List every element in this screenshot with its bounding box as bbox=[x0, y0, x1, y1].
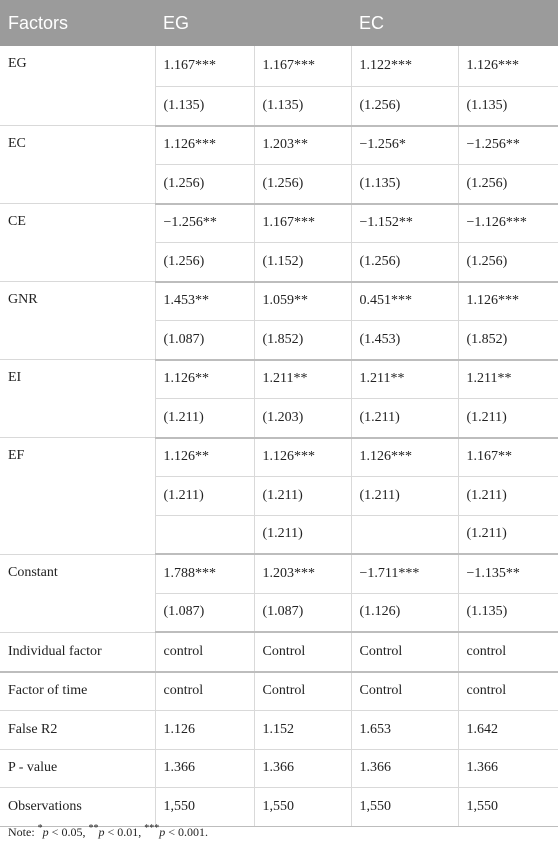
se-cell: (1.135) bbox=[155, 87, 254, 126]
stat-cell: 1,550 bbox=[458, 788, 558, 827]
note-star-2: ** bbox=[88, 823, 99, 834]
table-row bbox=[0, 788, 558, 827]
coef-cell: 1.167*** bbox=[254, 204, 351, 243]
table-row bbox=[0, 632, 558, 672]
header-factors: Factors bbox=[0, 0, 155, 46]
row-label: EC bbox=[0, 126, 155, 204]
stat-cell: 1.642 bbox=[458, 711, 558, 750]
table-row bbox=[0, 46, 558, 87]
stat-cell: 1,550 bbox=[155, 788, 254, 827]
control-cell: Control bbox=[351, 632, 458, 672]
stat-cell: 1.126 bbox=[155, 711, 254, 750]
se-cell: (1.256) bbox=[351, 87, 458, 126]
note-star-3: *** bbox=[144, 823, 160, 834]
row-label: EI bbox=[0, 360, 155, 438]
control-cell: control bbox=[155, 672, 254, 711]
se-cell: (1.256) bbox=[458, 243, 558, 282]
coef-cell: 1.203*** bbox=[254, 554, 351, 593]
note-p-3: p bbox=[159, 825, 166, 839]
se-cell: (1.211) bbox=[155, 477, 254, 516]
note-p-2: p bbox=[98, 825, 105, 839]
stat-cell: 1.366 bbox=[155, 749, 254, 788]
control-cell: Control bbox=[254, 632, 351, 672]
header-group-ec: EC bbox=[351, 0, 558, 46]
se-cell: (1.256) bbox=[351, 243, 458, 282]
table-row bbox=[0, 672, 558, 711]
se-cell: (1.211) bbox=[155, 399, 254, 438]
coef-cell: 1.453** bbox=[155, 282, 254, 321]
coef-cell: 1.788*** bbox=[155, 554, 254, 593]
se-cell: (1.211) bbox=[351, 477, 458, 516]
coef-cell: 1.059** bbox=[254, 282, 351, 321]
row-label: Factor of time bbox=[0, 672, 155, 711]
table-row bbox=[0, 749, 558, 788]
row-label: Constant bbox=[0, 554, 155, 632]
note-threshold-2: < 0.01, bbox=[104, 825, 145, 839]
se-cell: (1.211) bbox=[351, 399, 458, 438]
se-cell: (1.135) bbox=[254, 87, 351, 126]
coef-cell: 1.126** bbox=[155, 360, 254, 399]
row-label: GNR bbox=[0, 282, 155, 360]
table-row bbox=[0, 711, 558, 750]
empty-cell bbox=[351, 515, 458, 554]
se-cell: (1.135) bbox=[351, 165, 458, 204]
coef-cell: 1.167*** bbox=[254, 46, 351, 87]
note-p-1: p bbox=[42, 825, 49, 839]
se-cell: (1.256) bbox=[254, 165, 351, 204]
coef-cell: −1.126*** bbox=[458, 204, 558, 243]
coef-cell: 1.211** bbox=[254, 360, 351, 399]
se-cell: (1.087) bbox=[254, 593, 351, 632]
se-cell: (1.256) bbox=[155, 243, 254, 282]
se-cell: (1.126) bbox=[351, 593, 458, 632]
se-cell: (1.852) bbox=[254, 321, 351, 360]
stat-cell: 1,550 bbox=[351, 788, 458, 827]
coef-cell: 1.203** bbox=[254, 126, 351, 165]
stat-cell: 1.366 bbox=[351, 749, 458, 788]
table-row bbox=[0, 554, 558, 593]
coef-cell: 1.167*** bbox=[155, 46, 254, 87]
stat-cell: 1,550 bbox=[254, 788, 351, 827]
coef-cell: 1.211** bbox=[458, 360, 558, 399]
se-cell: (1.256) bbox=[155, 165, 254, 204]
row-label: Observations bbox=[0, 788, 155, 827]
row-label: EG bbox=[0, 46, 155, 126]
control-cell: Control bbox=[254, 672, 351, 711]
row-label: Individual factor bbox=[0, 632, 155, 672]
se-cell: (1.135) bbox=[458, 593, 558, 632]
stat-cell: 1.653 bbox=[351, 711, 458, 750]
coef-cell: 1.167** bbox=[458, 438, 558, 477]
coef-cell: 1.126** bbox=[155, 438, 254, 477]
row-label: P - value bbox=[0, 749, 155, 788]
table-row bbox=[0, 438, 558, 477]
se-cell: (1.087) bbox=[155, 321, 254, 360]
se-cell: (1.203) bbox=[254, 399, 351, 438]
control-cell: control bbox=[458, 672, 558, 711]
coef-cell: 1.126*** bbox=[458, 282, 558, 321]
table-row bbox=[0, 282, 558, 321]
empty-cell bbox=[155, 515, 254, 554]
coef-cell: −1.135** bbox=[458, 554, 558, 593]
control-cell: control bbox=[155, 632, 254, 672]
row-label: CE bbox=[0, 204, 155, 282]
stat-cell: 1.366 bbox=[458, 749, 558, 788]
coef-cell: −1.256** bbox=[458, 126, 558, 165]
se-cell: (1.211) bbox=[458, 477, 558, 516]
coef-cell: 1.126*** bbox=[458, 46, 558, 87]
note-star-1: * bbox=[37, 823, 43, 834]
coef-cell: −1.256* bbox=[351, 126, 458, 165]
coef-cell: 1.126*** bbox=[254, 438, 351, 477]
note-threshold-3: < 0.001. bbox=[165, 825, 209, 839]
se-cell: (1.152) bbox=[254, 243, 351, 282]
row-label: EF bbox=[0, 438, 155, 555]
stat-cell: 1.366 bbox=[254, 749, 351, 788]
stat-cell: 1.152 bbox=[254, 711, 351, 750]
se-cell: (1.256) bbox=[458, 165, 558, 204]
control-cell: control bbox=[458, 632, 558, 672]
table-row bbox=[0, 204, 558, 243]
coef-cell: 1.126*** bbox=[351, 438, 458, 477]
se-cell: (1.852) bbox=[458, 321, 558, 360]
se-cell: (1.135) bbox=[458, 87, 558, 126]
se-cell: (1.211) bbox=[254, 515, 351, 554]
se-cell: (1.453) bbox=[351, 321, 458, 360]
control-cell: Control bbox=[351, 672, 458, 711]
header-group-eg: EG bbox=[155, 0, 351, 46]
coef-cell: −1.711*** bbox=[351, 554, 458, 593]
row-label: False R2 bbox=[0, 711, 155, 750]
table-row bbox=[0, 126, 558, 165]
coef-cell: 0.451*** bbox=[351, 282, 458, 321]
coef-cell: 1.122*** bbox=[351, 46, 458, 87]
se-cell: (1.211) bbox=[458, 399, 558, 438]
note-prefix: Note: bbox=[8, 825, 38, 839]
se-cell: (1.211) bbox=[458, 515, 558, 554]
header-row bbox=[0, 0, 558, 46]
note-threshold-1: < 0.05, bbox=[48, 825, 89, 839]
coef-cell: 1.126*** bbox=[155, 126, 254, 165]
coef-cell: −1.256** bbox=[155, 204, 254, 243]
se-cell: (1.211) bbox=[254, 477, 351, 516]
coef-cell: −1.152** bbox=[351, 204, 458, 243]
table-row bbox=[0, 360, 558, 399]
se-cell: (1.087) bbox=[155, 593, 254, 632]
table-note bbox=[8, 823, 208, 840]
coef-cell: 1.211** bbox=[351, 360, 458, 399]
